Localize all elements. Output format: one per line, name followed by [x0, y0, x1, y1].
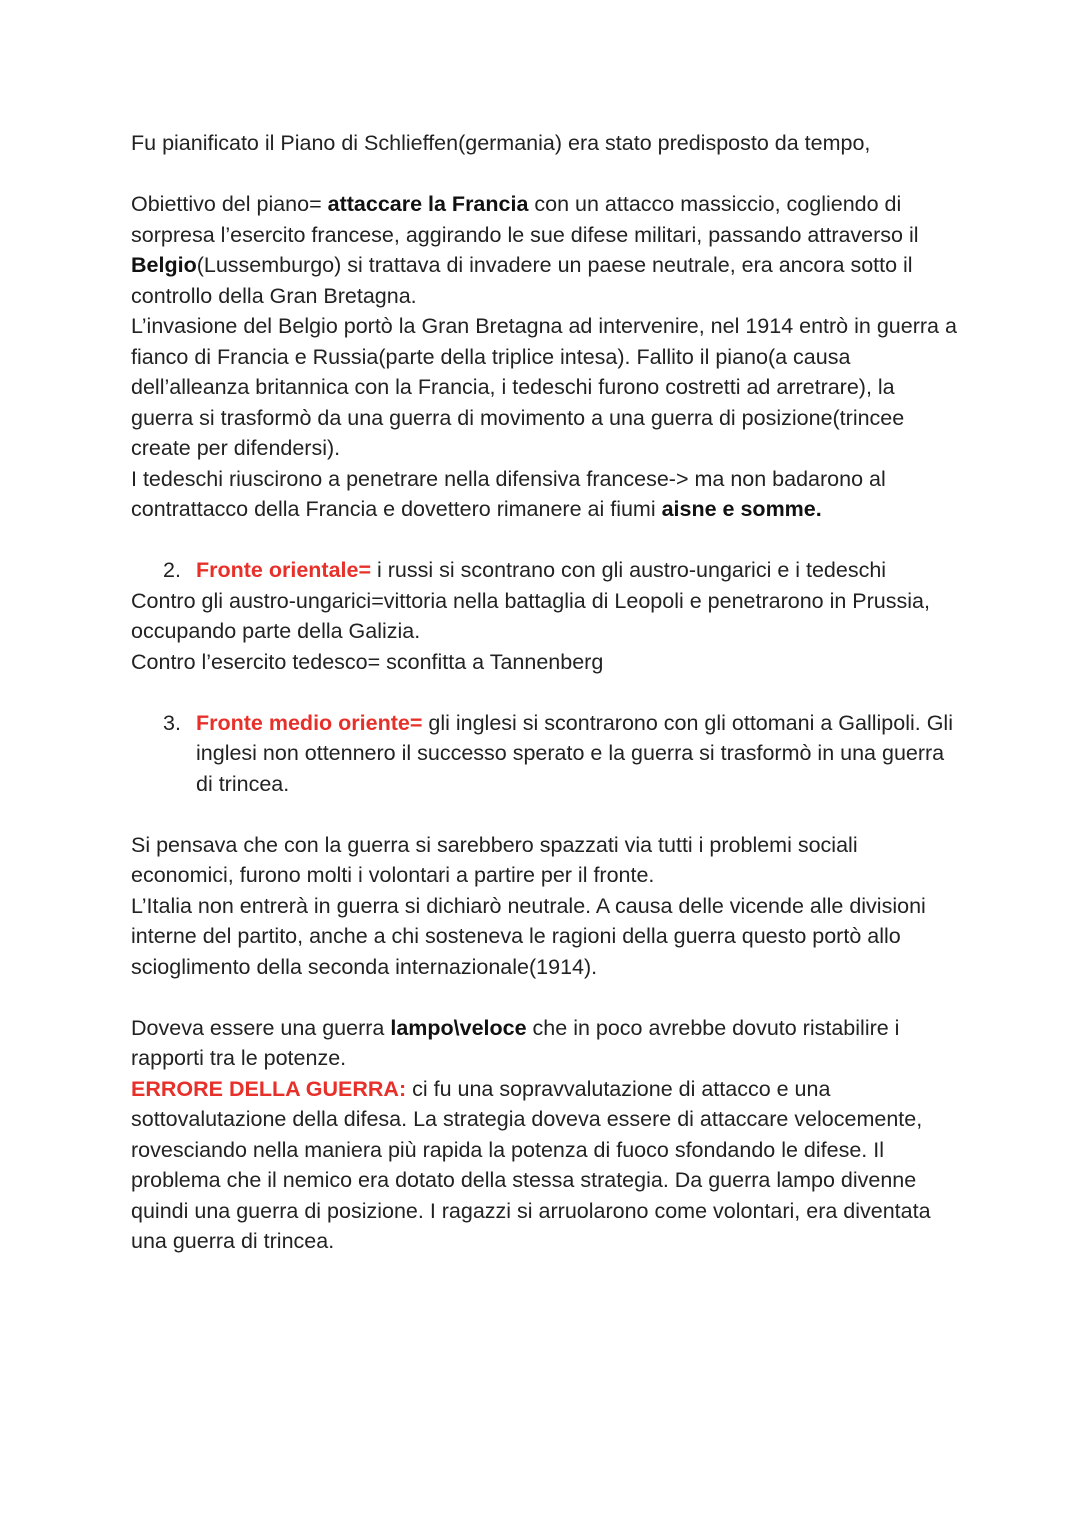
text-run: i russi si scontrano con gli austro-ungarici e i tedeschi	[371, 558, 887, 582]
list-number: 2.	[163, 558, 181, 582]
text-run: che in poco avrebbe dovuto ristabilire i rapporti tra le potenze.	[131, 1015, 900, 1070]
paragraph-objective	[131, 189, 961, 311]
red-heading: Fronte orientale=	[196, 558, 372, 582]
text-run: con un attacco massiccio, cogliendo di sorpresa l’esercito francese, aggirando le sue difese militari, passando attraverso il	[131, 192, 919, 247]
list-item-middle-east-front	[131, 708, 961, 800]
text-run: Doveva essere una guerra	[131, 1015, 391, 1040]
text-run: gli inglesi si scontrarono con gli ottomani a Gallipoli. Gli inglesi non ottennero il successo sperato e la guerra si trasformò in una guerra di trincea.	[196, 710, 953, 796]
bold-phrase: Belgio	[131, 253, 197, 277]
paragraph-austro-hungarians: Contro gli austro-ungarici=vittoria nella battaglia di Leopoli e penetrarono in Prussia, occupando parte della Galizia.	[131, 588, 930, 643]
list-item-eastern-front	[131, 555, 961, 586]
paragraph-belgium-invasion: L’invasione del Belgio portò la Gran Bretagna ad intervenire, nel 1914 entrò in guerra a fianco di Francia e Russia(parte della triplice intesa). Fallito il piano(a causa dell’alleanza britannica con la Francia, i tedeschi furono costretti ad arretrare), la guerra si trasformò da una guerra di movimento a una guerra di posizione(trincee create per difendersi).	[131, 314, 957, 460]
paragraph-volunteers: Si pensava che con la guerra si sarebbero spazzati via tutti i problemi sociali economici, furono molti i volontari a partire per il fronte.	[131, 832, 858, 887]
paragraph-german-advance	[131, 464, 961, 525]
red-heading: Fronte medio oriente=	[196, 710, 423, 735]
text-run: (Lussemburgo) si trattava di invadere un paese neutrale, era ancora sotto il controllo della Gran Bretagna.	[131, 253, 913, 308]
document-page	[131, 128, 961, 1257]
bold-phrase: attaccare la Francia	[327, 192, 529, 216]
paragraph-blitz-war	[131, 1013, 961, 1074]
list-number: 3.	[163, 710, 181, 735]
paragraph-schlieffen: Fu pianificato il Piano di Schlieffen(germania) era stato predisposto da tempo,	[131, 131, 871, 155]
text-run: ci fu una sopravvalutazione di attacco e una sottovalutazione della difesa. La strategia doveva essere di attaccare velocemente, rovesciando nella maniera più rapida la potenza di fuoco sfondando le difese. Il problema che il nemico era dotato della stessa strategia. Da guerra lampo divenne quindi una guerra di posizione. I ragazzi si arruolarono come volontari, era diventata una guerra di trincea.	[131, 1076, 931, 1253]
bold-phrase: aisne e somme.	[661, 497, 822, 521]
paragraph-italy-neutral: L’Italia non entrerà in guerra si dichiarò neutrale. A causa delle vicende alle divisioni interne del partito, anche a chi sosteneva le ragioni della guerra questo portò allo scioglimento della seconda internazionale(1914).	[131, 893, 926, 979]
paragraph-tannenberg: Contro l’esercito tedesco= sconfitta a Tannenberg	[131, 649, 604, 674]
text-run: I tedeschi riuscirono a penetrare nella difensiva francese-> ma non badarono al contrattacco della Francia e dovettero rimanere ai fiumi	[131, 466, 886, 521]
red-heading: ERRORE DELLA GUERRA:	[131, 1076, 407, 1101]
bold-phrase: lampo\veloce	[390, 1015, 527, 1040]
paragraph-war-error	[131, 1074, 961, 1257]
text-run: Obiettivo del piano=	[131, 192, 328, 216]
